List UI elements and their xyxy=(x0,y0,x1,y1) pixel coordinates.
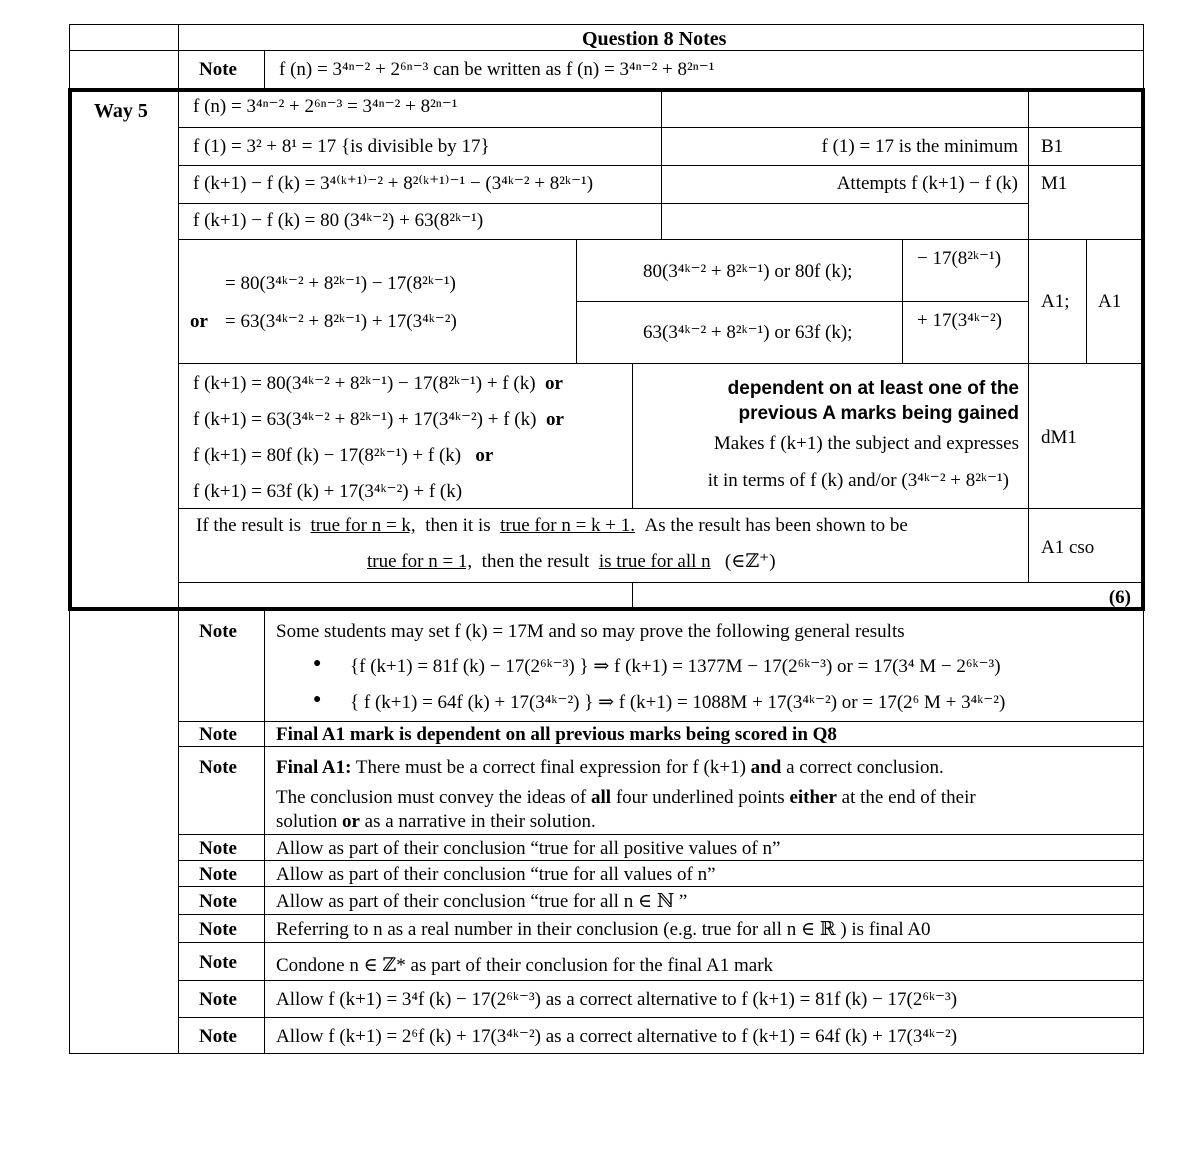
dm1-note-bold: previous A marks being gained xyxy=(738,403,1019,424)
a1-mid1: 80(3⁴ᵏ⁻² + 8²ᵏ⁻¹) or 80f (k); xyxy=(643,261,853,282)
note-text: The conclusion must convey the ideas of all four underlined points either at the end of their xyxy=(276,787,976,808)
a1-mark1: A1; xyxy=(1041,291,1070,312)
row-mark: B1 xyxy=(1041,136,1064,157)
row-note: Attempts f (k+1) − f (k) xyxy=(836,173,1018,194)
note-text: Referring to n as a real number in their conclusion (e.g. true for all n ∈ ℝ ) is final A0 xyxy=(276,919,931,940)
a1-right1: − 17(8²ᵏ⁻¹) xyxy=(917,248,1002,269)
note-label: Note xyxy=(199,952,237,973)
note-label: Note xyxy=(199,59,237,80)
a1-line2: = 63(3⁴ᵏ⁻² + 8²ᵏ⁻¹) + 17(3⁴ᵏ⁻²) xyxy=(225,311,457,332)
note-text: Allow as part of their conclusion “true for all positive values of n” xyxy=(276,838,781,859)
way-label: Way 5 xyxy=(94,100,148,122)
dm1-line: f (k+1) = 63f (k) + 17(3⁴ᵏ⁻²) + f (k) xyxy=(193,481,463,502)
note-label: Note xyxy=(199,724,237,745)
note-label: Note xyxy=(199,757,237,778)
row-mark: M1 xyxy=(1041,173,1068,194)
note-label: Note xyxy=(199,1026,237,1047)
note-bullet: { f (k+1) = 64f (k) + 17(3⁴ᵏ⁻²) } ⇒ f (k+1) = 1088M + 17(3⁴ᵏ⁻²) or = 17(2⁶ M + 3⁴ᵏ⁻²) xyxy=(350,692,1006,713)
note-text: Final A1: There must be a correct final expression for f (k+1) and a correct conclusion. xyxy=(276,757,944,778)
note-text: Allow as part of their conclusion “true for all values of n” xyxy=(276,864,716,885)
a1-mark2: A1 xyxy=(1098,291,1122,312)
dm1-mark: dM1 xyxy=(1041,427,1077,448)
total-marks: (6) xyxy=(1108,587,1131,608)
row-work: f (k+1) − f (k) = 80 (3⁴ᵏ⁻²) + 63(8²ᵏ⁻¹) xyxy=(193,210,484,231)
a1-mid2: 63(3⁴ᵏ⁻² + 8²ᵏ⁻¹) or 63f (k); xyxy=(643,322,853,343)
note-text: Allow as part of their conclusion “true for all n ∈ ℕ ” xyxy=(276,891,688,912)
note-label: Note xyxy=(199,864,237,885)
dm1-line: f (k+1) = 80(3⁴ᵏ⁻² + 8²ᵏ⁻¹) − 17(8²ᵏ⁻¹) + f (k) or xyxy=(193,373,563,394)
row-work: f (n) = 3⁴ⁿ⁻² + 2⁶ⁿ⁻³ = 3⁴ⁿ⁻² + 8²ⁿ⁻¹ xyxy=(193,96,458,117)
row-work: f (k+1) − f (k) = 3⁴⁽ᵏ⁺¹⁾⁻² + 8²⁽ᵏ⁺¹⁾⁻¹ − (3⁴ᵏ⁻² + 8²ᵏ⁻¹) xyxy=(193,173,594,194)
note-label: Note xyxy=(199,838,237,859)
note-label: Note xyxy=(199,989,237,1010)
row-work: f (1) = 3² + 8¹ = 17 {is divisible by 17} xyxy=(193,136,490,157)
conclusion-mark: A1 cso xyxy=(1041,537,1095,558)
bullet-icon: ● xyxy=(313,692,322,707)
note-text: Allow f (k+1) = 3⁴f (k) − 17(2⁶ᵏ⁻³) as a correct alternative to f (k+1) = 81f (k) − 17(2⁶ᵏ⁻³) xyxy=(276,989,958,1010)
note-text: solution or as a narrative in their solution. xyxy=(276,811,596,832)
bullet-icon: ● xyxy=(313,656,322,671)
note-label: Note xyxy=(199,891,237,912)
dm1-line: f (k+1) = 80f (k) − 17(8²ᵏ⁻¹) + f (k) or xyxy=(193,445,494,466)
note-text: Some students may set f (k) = 17M and so may prove the following general results xyxy=(276,621,905,642)
row-note: f (1) = 17 is the minimum xyxy=(821,136,1018,157)
or-label: or xyxy=(190,311,208,332)
note-text: Final A1 mark is dependent on all previous marks being scored in Q8 xyxy=(276,724,837,745)
note-label: Note xyxy=(199,621,237,642)
dm1-line: f (k+1) = 63(3⁴ᵏ⁻² + 8²ᵏ⁻¹) + 17(3⁴ᵏ⁻²) + f (k) or xyxy=(193,409,564,430)
a1-right2: + 17(3⁴ᵏ⁻²) xyxy=(917,310,1002,331)
page-title: Question 8 Notes xyxy=(582,28,727,50)
note-text: Allow f (k+1) = 2⁶f (k) + 17(3⁴ᵏ⁻²) as a correct alternative to f (k+1) = 64f (k) + 17(3⁴ᵏ⁻²) xyxy=(276,1026,958,1047)
note-text: Condone n ∈ ℤ* as part of their conclusion for the final A1 mark xyxy=(276,955,774,976)
dm1-note-bold: dependent on at least one of the xyxy=(727,378,1019,399)
note-bullet: {f (k+1) = 81f (k) − 17(2⁶ᵏ⁻³) } ⇒ f (k+1) = 1377M − 17(2⁶ᵏ⁻³) or = 17(3⁴ M − 2⁶ᵏ⁻³) xyxy=(350,656,1001,677)
dm1-note: it in terms of f (k) and/or (3⁴ᵏ⁻² + 8²ᵏ⁻¹) xyxy=(707,470,1009,491)
a1-line1: = 80(3⁴ᵏ⁻² + 8²ᵏ⁻¹) − 17(8²ᵏ⁻¹) xyxy=(225,273,456,294)
note-label: Note xyxy=(199,919,237,940)
conclusion-line1: If the result is true for n = k, then it is true for n = k + 1. As the result has been shown to be xyxy=(196,515,908,536)
conclusion-line2: true for n = 1, then the result is true for all n (∈ℤ⁺) xyxy=(367,551,776,572)
dm1-note: Makes f (k+1) the subject and expresses xyxy=(713,433,1019,454)
header-note-text: f (n) = 3⁴ⁿ⁻² + 2⁶ⁿ⁻³ can be written as f (n) = 3⁴ⁿ⁻² + 8²ⁿ⁻¹ xyxy=(279,59,715,80)
